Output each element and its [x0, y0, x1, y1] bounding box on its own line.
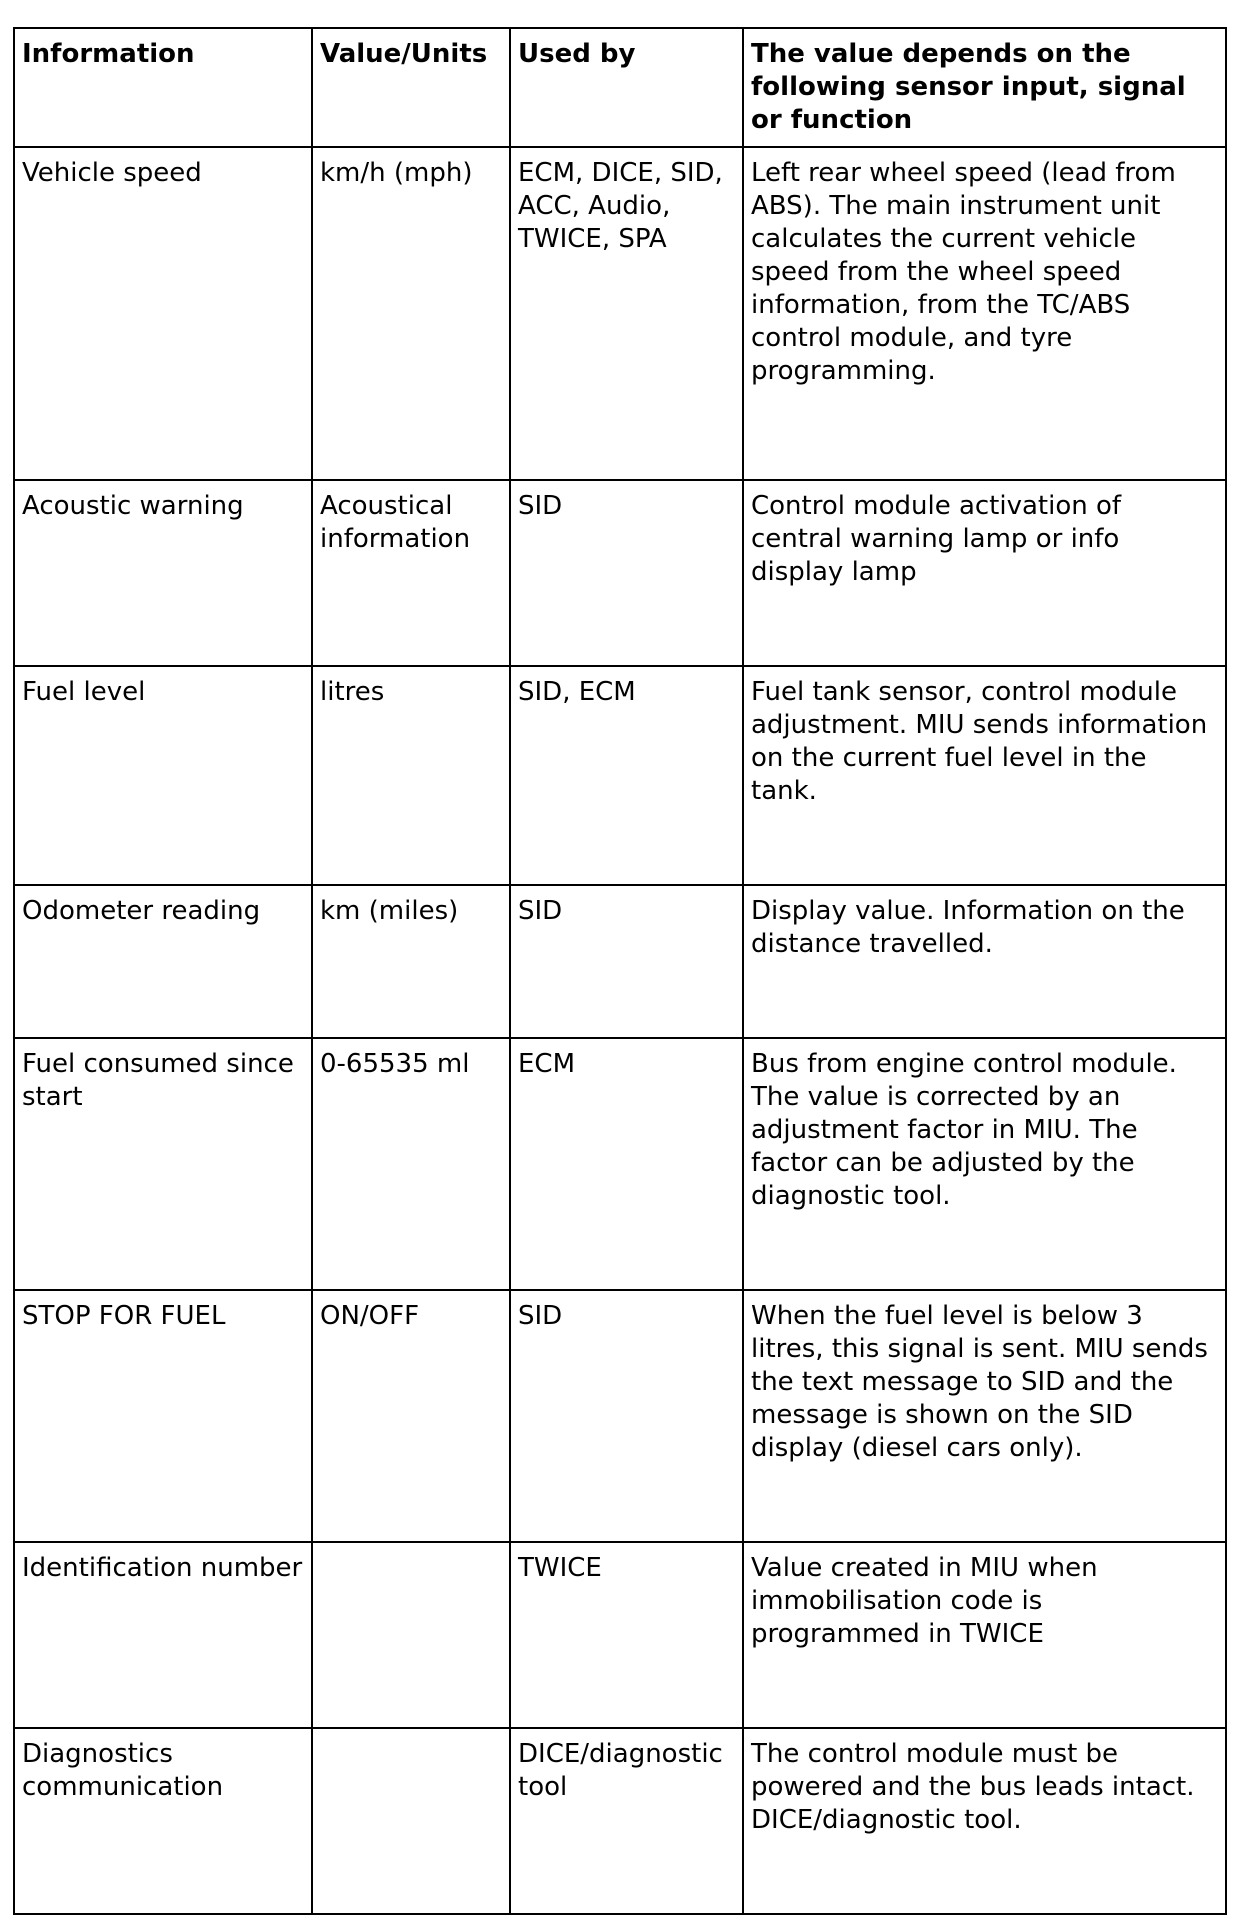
cell-depends-on: Value created in MIU when immobilisation code is programmed in TWICE: [743, 1542, 1226, 1728]
table-row: [14, 480, 1226, 666]
header-depends-on: The value depends on the following sensor input, signal or function: [743, 28, 1226, 147]
cell-value-units: [312, 1542, 510, 1728]
table-row: [14, 1542, 1226, 1728]
cell-information: Identification number: [14, 1542, 312, 1728]
table-row: [14, 885, 1226, 1038]
cell-information: STOP FOR FUEL: [14, 1290, 312, 1542]
cell-depends-on: Left rear wheel speed (lead from ABS). The main instrument unit calculates the current vehicle speed from the wheel speed information, from the TC/ABS control module, and tyre programming.: [743, 147, 1226, 480]
cell-used-by: ECM, DICE, SID, ACC, Audio, TWICE, SPA: [510, 147, 743, 480]
table-row: [14, 1728, 1226, 1914]
cell-information: Fuel consumed since start: [14, 1038, 312, 1290]
cell-information: Diagnostics communication: [14, 1728, 312, 1914]
header-value-units: Value/Units: [312, 28, 510, 147]
table-row: [14, 666, 1226, 885]
cell-used-by: SID: [510, 480, 743, 666]
cell-value-units: litres: [312, 666, 510, 885]
cell-used-by: DICE/diagnostic tool: [510, 1728, 743, 1914]
header-row: [14, 28, 1226, 147]
table-row: [14, 1290, 1226, 1542]
cell-depends-on: The control module must be powered and the bus leads intact. DICE/diagnostic tool.: [743, 1728, 1226, 1914]
cell-value-units: ON/OFF: [312, 1290, 510, 1542]
cell-used-by: SID, ECM: [510, 666, 743, 885]
table-row: [14, 147, 1226, 480]
header-used-by: Used by: [510, 28, 743, 147]
cell-depends-on: When the fuel level is below 3 litres, this signal is sent. MIU sends the text message to SID and the message is shown on the SID display (diesel cars only).: [743, 1290, 1226, 1542]
table-row: [14, 1038, 1226, 1290]
cell-information: Odometer reading: [14, 885, 312, 1038]
cell-value-units: km/h (mph): [312, 147, 510, 480]
cell-used-by: ECM: [510, 1038, 743, 1290]
cell-information: Acoustic warning: [14, 480, 312, 666]
cell-information: Vehicle speed: [14, 147, 312, 480]
cell-used-by: SID: [510, 1290, 743, 1542]
info-table: [13, 27, 1227, 1915]
cell-used-by: TWICE: [510, 1542, 743, 1728]
header-information: Information: [14, 28, 312, 147]
cell-information: Fuel level: [14, 666, 312, 885]
cell-value-units: 0-65535 ml: [312, 1038, 510, 1290]
cell-value-units: [312, 1728, 510, 1914]
cell-depends-on: Display value. Information on the distance travelled.: [743, 885, 1226, 1038]
cell-value-units: km (miles): [312, 885, 510, 1038]
cell-depends-on: Control module activation of central warning lamp or info display lamp: [743, 480, 1226, 666]
cell-value-units: Acoustical information: [312, 480, 510, 666]
cell-depends-on: Fuel tank sensor, control module adjustment. MIU sends information on the current fuel level in the tank.: [743, 666, 1226, 885]
cell-used-by: SID: [510, 885, 743, 1038]
cell-depends-on: Bus from engine control module. The value is corrected by an adjustment factor in MIU. The factor can be adjusted by the diagnostic tool.: [743, 1038, 1226, 1290]
